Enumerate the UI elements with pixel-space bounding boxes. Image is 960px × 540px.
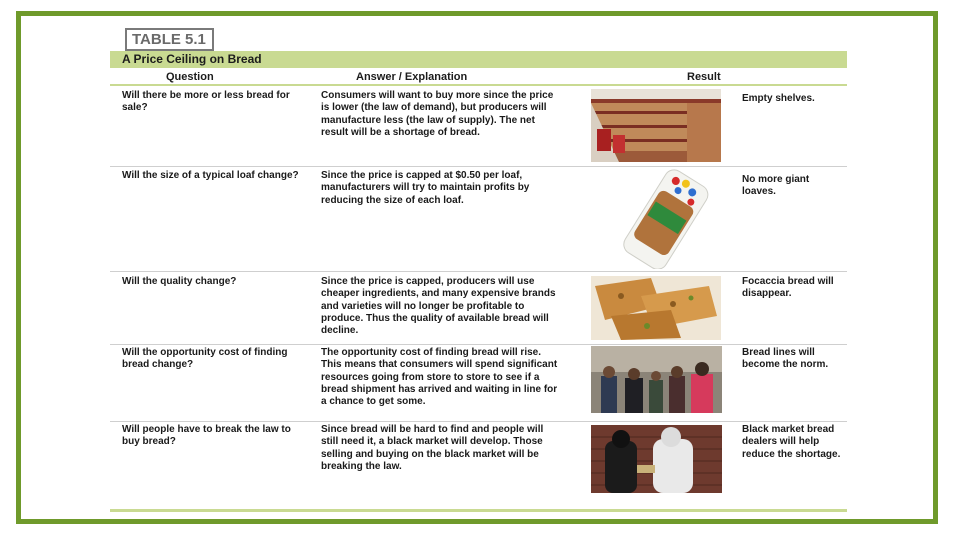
- column-header-answer: Answer / Explanation: [356, 71, 468, 83]
- row-3-question: Will the quality change?: [122, 276, 237, 287]
- focaccia-bread-photo: [591, 276, 721, 340]
- row-divider: [110, 166, 847, 167]
- row-4-question: Will the opportunity cost of finding bread change?: [122, 347, 288, 371]
- row-divider: [110, 344, 847, 345]
- table-bottom-rule: [110, 509, 847, 512]
- wonder-bread-loaf-photo: [598, 169, 733, 269]
- empty-shelves-photo: [591, 89, 721, 162]
- row-4-result: Bread lines will become the norm.: [742, 347, 829, 371]
- table-number-tag: TABLE 5.1: [125, 28, 214, 51]
- row-5-answer: Since bread will be hard to find and people will still need it, a black market will develop. Those selling and buying on the black market will be breaking the law.: [321, 424, 544, 472]
- row-1-result: Empty shelves.: [742, 93, 815, 104]
- row-3-result: Focaccia bread will disappear.: [742, 276, 834, 300]
- table-title: A Price Ceiling on Bread: [110, 51, 847, 68]
- row-divider: [110, 271, 847, 272]
- bread-line-photo: [591, 346, 722, 413]
- row-5-question: Will people have to break the law to buy bread?: [122, 424, 291, 448]
- row-3-answer: Since the price is capped, producers will use cheaper ingredients, and many expensive brands and varieties will no longer be profitable to produce. Thus the quality of available bread will decline.: [321, 276, 556, 337]
- row-4-answer: The opportunity cost of finding bread will rise. This means that consumers will spend significant resources going from store to store to see if a bread shipment has arrived and waiting in line for a chance to get some.: [321, 347, 558, 408]
- header-divider: [110, 84, 847, 86]
- row-2-answer: Since the price is capped at $0.50 per loaf, manufacturers will try to maintain profits by reducing the size of each loaf.: [321, 170, 530, 206]
- column-header-result: Result: [687, 71, 721, 83]
- black-market-deal-photo: [591, 425, 722, 493]
- row-1-question: Will there be more or less bread for sale?: [122, 90, 290, 114]
- row-2-question: Will the size of a typical loaf change?: [122, 170, 299, 181]
- row-2-result: No more giant loaves.: [742, 174, 810, 198]
- row-5-result: Black market bread dealers will help reduce the shortage.: [742, 424, 841, 460]
- column-header-question: Question: [166, 71, 214, 83]
- row-divider: [110, 421, 847, 422]
- row-1-answer: Consumers will want to buy more since the price is lower (the law of demand), but producers will manufacture less (the law of supply). The net result will be a shortage of bread.: [321, 90, 554, 138]
